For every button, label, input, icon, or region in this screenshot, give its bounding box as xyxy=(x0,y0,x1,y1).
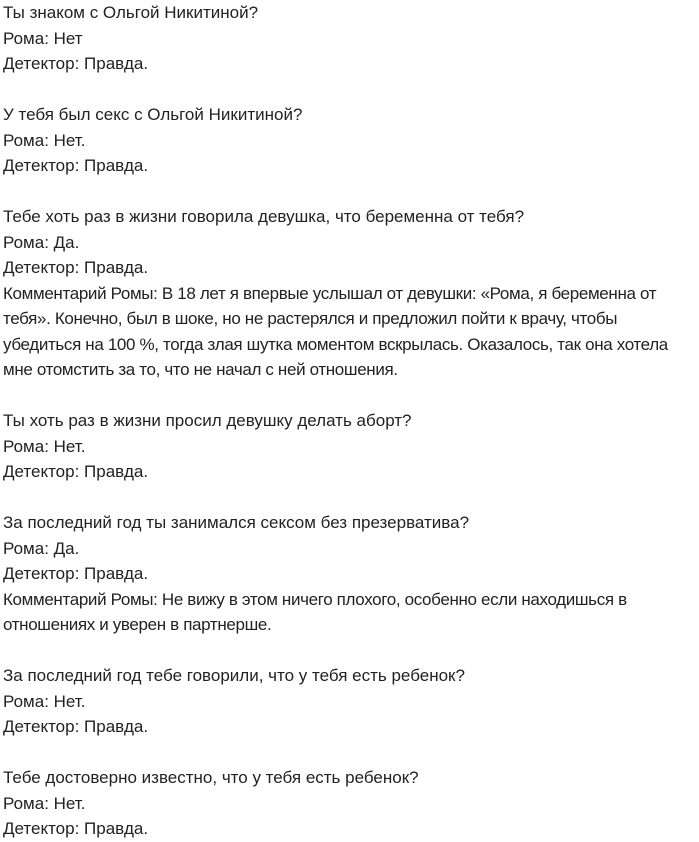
answer: Рома: Да. xyxy=(3,538,80,558)
roma-comment: Комментарий Ромы: В 18 лет я впервые услышал от девушки: «Рома, я беременна от тебя». Конечно, был в шоке, но не растерялся и предложил пойти к врачу, чтобы убедиться на 100 %, тогда злая шутка моментом вскрылась. Оказалось, так она хотела мне отомстить за то, что не начал с ней отношения. xyxy=(3,283,668,379)
detector-verdict: Детектор: Правда. xyxy=(3,462,149,481)
question: За последний год ты занимался сексом без презерватива? xyxy=(3,513,470,532)
answer: Рома: Нет. xyxy=(3,793,86,813)
question: За последний год тебе говорили, что у тебя есть ребенок? xyxy=(3,666,465,685)
answer: Рома: Да. xyxy=(3,232,80,252)
qa-block-3 xyxy=(3,204,699,383)
answer: Рома: Нет. xyxy=(3,691,86,711)
qa-block-7 xyxy=(3,765,699,842)
qa-block-1 xyxy=(3,0,699,77)
qa-block-6 xyxy=(3,663,699,740)
question: У тебя был секс с Ольгой Никитиной? xyxy=(3,105,303,124)
qa-block-5 xyxy=(3,510,699,638)
question: Ты знаком с Ольгой Никитиной? xyxy=(3,3,259,22)
answer: Рома: Нет. xyxy=(3,436,86,456)
qa-block-2 xyxy=(3,102,699,179)
answer: Рома: Нет. xyxy=(3,130,86,150)
answer: Рома: Нет xyxy=(3,28,83,48)
detector-verdict: Детектор: Правда. xyxy=(3,156,149,175)
question: Тебе достоверно известно, что у тебя есть ребенок? xyxy=(3,768,419,787)
roma-comment: Комментарий Ромы: Не вижу в этом ничего плохого, особенно если находишься в отношениях и уверен в партнерше. xyxy=(3,589,627,634)
detector-verdict: Детектор: Правда. xyxy=(3,717,149,736)
detector-verdict: Детектор: Правда. xyxy=(3,54,149,73)
detector-verdict: Детектор: Правда. xyxy=(3,819,149,838)
question: Ты хоть раз в жизни просил девушку делать аборт? xyxy=(3,411,412,430)
question: Тебе хоть раз в жизни говорила девушка, что беременна от тебя? xyxy=(3,207,525,226)
detector-verdict: Детектор: Правда. xyxy=(3,564,149,583)
qa-block-4 xyxy=(3,408,699,485)
detector-verdict: Детектор: Правда. xyxy=(3,258,149,277)
